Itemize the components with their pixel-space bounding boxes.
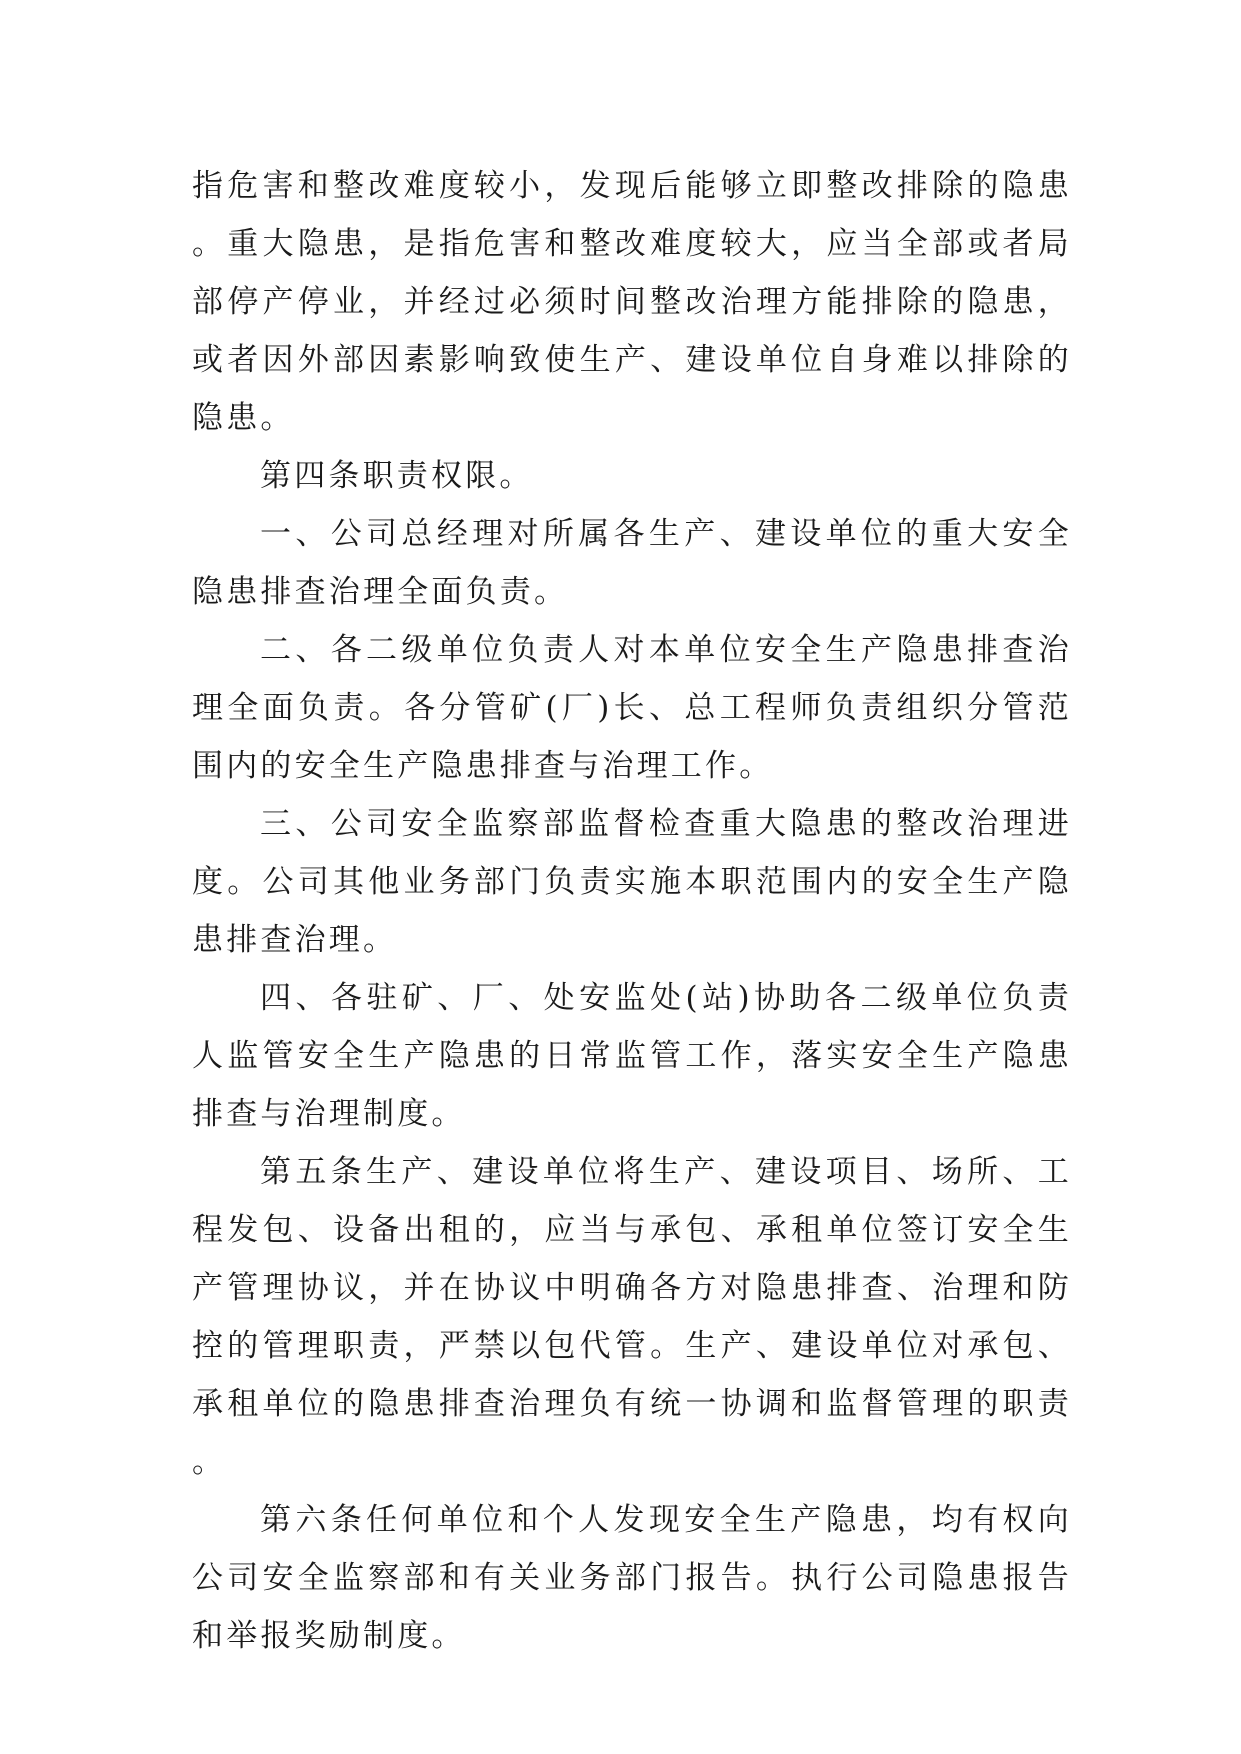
paragraph-item-2: 二、各二级单位负责人对本单位安全生产隐患排查治理全面负责。各分管矿(厂)长、总工程师负责组织分管范围内的安全生产隐患排查与治理工作。 <box>192 632 1072 784</box>
document-page <box>192 157 1072 1665</box>
paragraph-item-3: 三、公司安全监察部监督检查重大隐患的整改治理进度。公司其他业务部门负责实施本职范围内的安全生产隐患排查治理。 <box>192 806 1072 958</box>
paragraph-item-4: 四、各驻矿、厂、处安监处(站)协助各二级单位负责人监管安全生产隐患的日常监管工作，落实安全生产隐患排查与治理制度。 <box>192 980 1072 1132</box>
paragraph-continuation: 指危害和整改难度较小，发现后能够立即整改排除的隐患。重大隐患，是指危害和整改难度较大，应当全部或者局部停产停业，并经过必须时间整改治理方能排除的隐患，或者因外部因素影响致使生产、建设单位自身难以排除的隐患。 <box>192 168 1072 436</box>
paragraph-article-5: 第五条生产、建设单位将生产、建设项目、场所、工程发包、设备出租的，应当与承包、承租单位签订安全生产管理协议，并在协议中明确各方对隐患排查、治理和防控的管理职责，严禁以包代管。生产、建设单位对承包、承租单位的隐患排查治理负有统一协调和监督管理的职责。 <box>192 1154 1072 1480</box>
paragraph-item-1: 一、公司总经理对所属各生产、建设单位的重大安全隐患排查治理全面负责。 <box>192 516 1072 610</box>
paragraph-article-6: 第六条任何单位和个人发现安全生产隐患，均有权向公司安全监察部和有关业务部门报告。执行公司隐患报告和举报奖励制度。 <box>192 1502 1072 1654</box>
paragraph-article-4-heading: 第四条职责权限。 <box>260 458 534 494</box>
